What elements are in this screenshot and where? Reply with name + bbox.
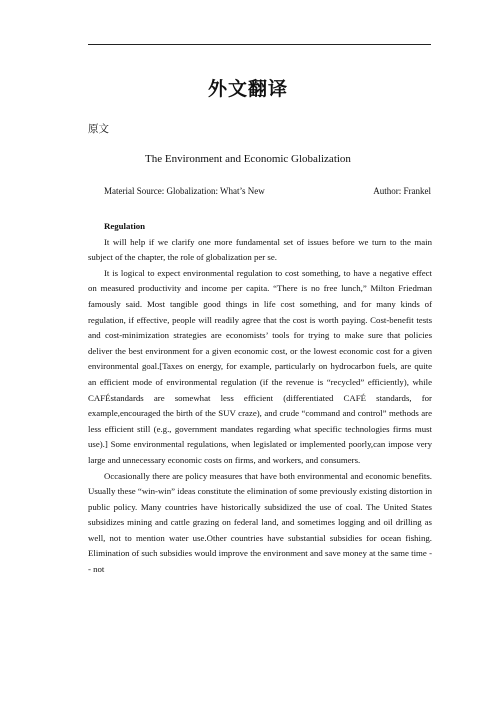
section-heading: Regulation	[104, 221, 146, 231]
paragraph: Occasionally there are policy measures that have both environmental and economic benefits. Usually these “win-win” ideas constitute the elimination of some previously existing distortion in public policy. Many countries have historically subsidized the use of coal. The United States subsidizes mining and cattle grazing on federal land, and sometimes logging and oil drilling as well, not to mention water use.Other countries have substantial subsidies for ocean fishing. Elimination of such subsidies would improve the environment and save money at the same time -- not	[88, 470, 432, 575]
material-source: Material Source: Globalization: What’s New	[104, 186, 265, 196]
article-body	[88, 219, 432, 578]
paragraph: It is logical to expect environmental regulation to cost something, to have a negative effect on measured productivity and income per capita. “There is no free lunch,” Milton Friedman famously said. Most tangible good things in life cost something, and for many kinds of regulation, if effective, people will readily agree that the cost is worth paying. Cost-benefit tests and cost-minimization strategies are economists’ tools for trying to make sure that policies deliver the best environment for a given economic cost, or the lowest economic cost for a given environmental goal.[Taxes on energy, for example, particularly on hydrocarbon fuels, are quite an efficient mode of environmental regulation (if the revenue is “recycled” efficiently), while CAFÉstandards are somewhat less efficient (differentiated CAFÉ standards, for example,encouraged the birth of the SUV craze), and crude “command and control” methods are less efficient still (e.g., government mandates regarding what specific technologies firms must use).] Some environmental regulations, when legislated or implemented poorly,can impose very large and unnecessary economic costs on firms, and workers, and consumers.	[88, 267, 432, 465]
author: Author: Frankel	[373, 186, 431, 196]
header-rule	[88, 44, 431, 45]
article-title: The Environment and Economic Globalization	[145, 153, 351, 165]
page-title: 外文翻译	[207, 78, 288, 100]
paragraph: It will help if we clarify one more fundamental set of issues before we turn to the main subject of the chapter, the role of globalization per se.	[88, 236, 432, 263]
section-label: 原文	[88, 123, 109, 135]
